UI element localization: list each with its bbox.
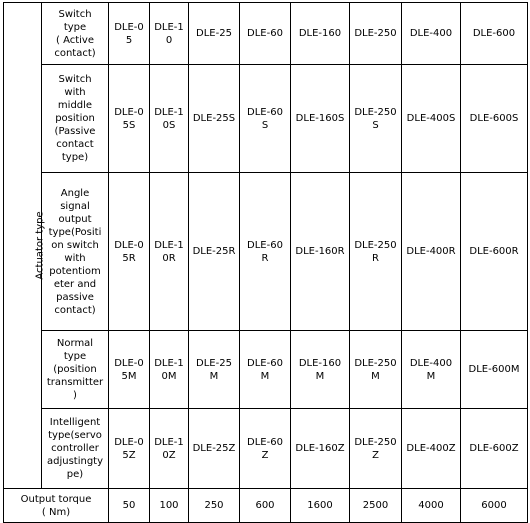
actuator-type-cell xyxy=(4,3,46,489)
type-name-label: Angle signal output type(Positi on switch with potentiom eter and passive contact) xyxy=(48,187,102,316)
model-cell xyxy=(350,3,402,65)
model-code: DLE-250 xyxy=(354,28,397,39)
model-cell xyxy=(291,409,350,489)
actuator-spec-table xyxy=(3,2,528,523)
model-cell xyxy=(402,65,461,173)
torque-value-cell xyxy=(240,489,291,523)
torque-value-cell xyxy=(350,489,402,523)
model-cell xyxy=(291,65,350,173)
model-cell xyxy=(150,331,189,409)
model-cell xyxy=(150,409,189,489)
model-code: DLE-1 0R xyxy=(154,239,184,264)
type-name-cell xyxy=(42,173,109,331)
model-code: DLE-1 0M xyxy=(154,357,184,382)
model-cell xyxy=(109,409,150,489)
model-cell xyxy=(402,409,461,489)
model-code: DLE-1 0 xyxy=(154,21,184,46)
model-cell xyxy=(240,173,291,331)
model-code: DLE-160 xyxy=(298,28,342,39)
model-cell xyxy=(189,173,240,331)
model-code: DLE-250 Z xyxy=(354,436,397,461)
model-cell xyxy=(240,409,291,489)
type-name-cell xyxy=(42,65,109,173)
torque-value-cell xyxy=(291,489,350,523)
model-code: DLE-1 0S xyxy=(154,106,184,131)
model-code: DLE-25 xyxy=(196,28,232,39)
model-cell xyxy=(350,173,402,331)
model-cell xyxy=(240,3,291,65)
model-cell xyxy=(240,65,291,173)
torque-value-cell xyxy=(109,489,150,523)
torque-value: 4000 xyxy=(418,500,444,511)
model-cell xyxy=(402,3,461,65)
model-code: DLE-400 xyxy=(409,28,453,39)
model-code: DLE-0 5S xyxy=(114,106,144,131)
model-cell xyxy=(150,173,189,331)
model-code: DLE-400Z xyxy=(406,443,456,454)
torque-value: 1600 xyxy=(307,500,333,511)
model-cell xyxy=(350,65,402,173)
model-code: DLE-25Z xyxy=(192,443,236,454)
output-torque-row xyxy=(4,489,528,523)
model-code: DLE-600S xyxy=(469,113,519,124)
model-code: DLE-600Z xyxy=(469,443,519,454)
model-code: DLE-600M xyxy=(468,364,520,375)
type-name-label: Normal type (position transmitter ) xyxy=(46,338,104,401)
model-cell xyxy=(291,3,350,65)
model-cell xyxy=(461,173,528,331)
type-name-cell xyxy=(42,331,109,409)
model-cell xyxy=(109,3,150,65)
model-code: DLE-160 M xyxy=(298,357,342,382)
torque-value: 250 xyxy=(204,500,224,511)
model-code: DLE-60 M xyxy=(247,357,283,382)
table-row xyxy=(4,65,528,173)
model-code: DLE-250 M xyxy=(354,357,397,382)
model-cell xyxy=(189,65,240,173)
model-code: DLE-60 xyxy=(247,28,283,39)
model-code: DLE-600 xyxy=(472,28,516,39)
model-code: DLE-250 S xyxy=(354,106,397,131)
model-code: DLE-60 S xyxy=(247,106,283,131)
model-cell xyxy=(461,331,528,409)
table-row xyxy=(4,173,528,331)
torque-value-cell xyxy=(402,489,461,523)
type-name-cell xyxy=(42,3,109,65)
model-cell xyxy=(461,3,528,65)
model-cell xyxy=(461,409,528,489)
model-cell xyxy=(189,409,240,489)
model-cell xyxy=(291,173,350,331)
output-torque-label: Output torque ( Nm) xyxy=(20,493,92,518)
model-code: DLE-600R xyxy=(469,246,519,257)
model-code: DLE-0 5M xyxy=(114,357,144,382)
model-cell xyxy=(189,331,240,409)
model-cell xyxy=(189,3,240,65)
model-code: DLE-160S xyxy=(295,113,345,124)
model-code: DLE-60 R xyxy=(247,239,283,264)
model-cell xyxy=(109,173,150,331)
torque-value: 2500 xyxy=(362,500,389,511)
model-code: DLE-25 M xyxy=(196,357,232,382)
torque-value: 100 xyxy=(159,500,179,511)
type-name-label: Intelligent type(servo controller adjustingty pe) xyxy=(46,417,104,480)
model-code: DLE-0 5R xyxy=(114,239,144,264)
table-body xyxy=(4,3,528,523)
table-row xyxy=(4,409,528,489)
model-cell xyxy=(150,65,189,173)
model-cell xyxy=(402,331,461,409)
model-code: DLE-160Z xyxy=(295,443,345,454)
table-row xyxy=(4,3,528,65)
model-cell xyxy=(402,173,461,331)
torque-value-cell xyxy=(461,489,528,523)
model-cell xyxy=(291,331,350,409)
model-code: DLE-25R xyxy=(192,246,236,257)
torque-value: 6000 xyxy=(481,500,507,511)
model-code: DLE-400R xyxy=(406,246,456,257)
model-code: DLE-250 R xyxy=(354,239,397,264)
model-cell xyxy=(461,65,528,173)
model-code: DLE-160R xyxy=(295,246,345,257)
torque-value: 600 xyxy=(255,500,275,511)
model-cell xyxy=(350,331,402,409)
model-code: DLE-400S xyxy=(406,113,456,124)
type-name-label: Switch type ( Active contact) xyxy=(54,8,96,59)
model-code: DLE-400 M xyxy=(409,357,453,382)
torque-value-cell xyxy=(189,489,240,523)
model-code: DLE-25S xyxy=(192,113,236,124)
table-row xyxy=(4,331,528,409)
torque-value-cell xyxy=(150,489,189,523)
model-cell xyxy=(240,331,291,409)
torque-value: 50 xyxy=(122,500,136,511)
output-torque-label-cell xyxy=(4,489,109,523)
model-code: DLE-1 0Z xyxy=(154,436,184,461)
model-cell xyxy=(109,65,150,173)
model-cell xyxy=(350,409,402,489)
actuator-type-label: Actuator type xyxy=(34,211,46,280)
model-code: DLE-0 5 xyxy=(114,21,144,46)
model-code: DLE-60 Z xyxy=(247,436,283,461)
model-cell xyxy=(109,331,150,409)
type-name-cell xyxy=(42,409,109,489)
model-code: DLE-0 5Z xyxy=(114,436,144,461)
type-name-label: Switch with middle position (Passive contact type) xyxy=(54,74,96,163)
model-cell xyxy=(150,3,189,65)
